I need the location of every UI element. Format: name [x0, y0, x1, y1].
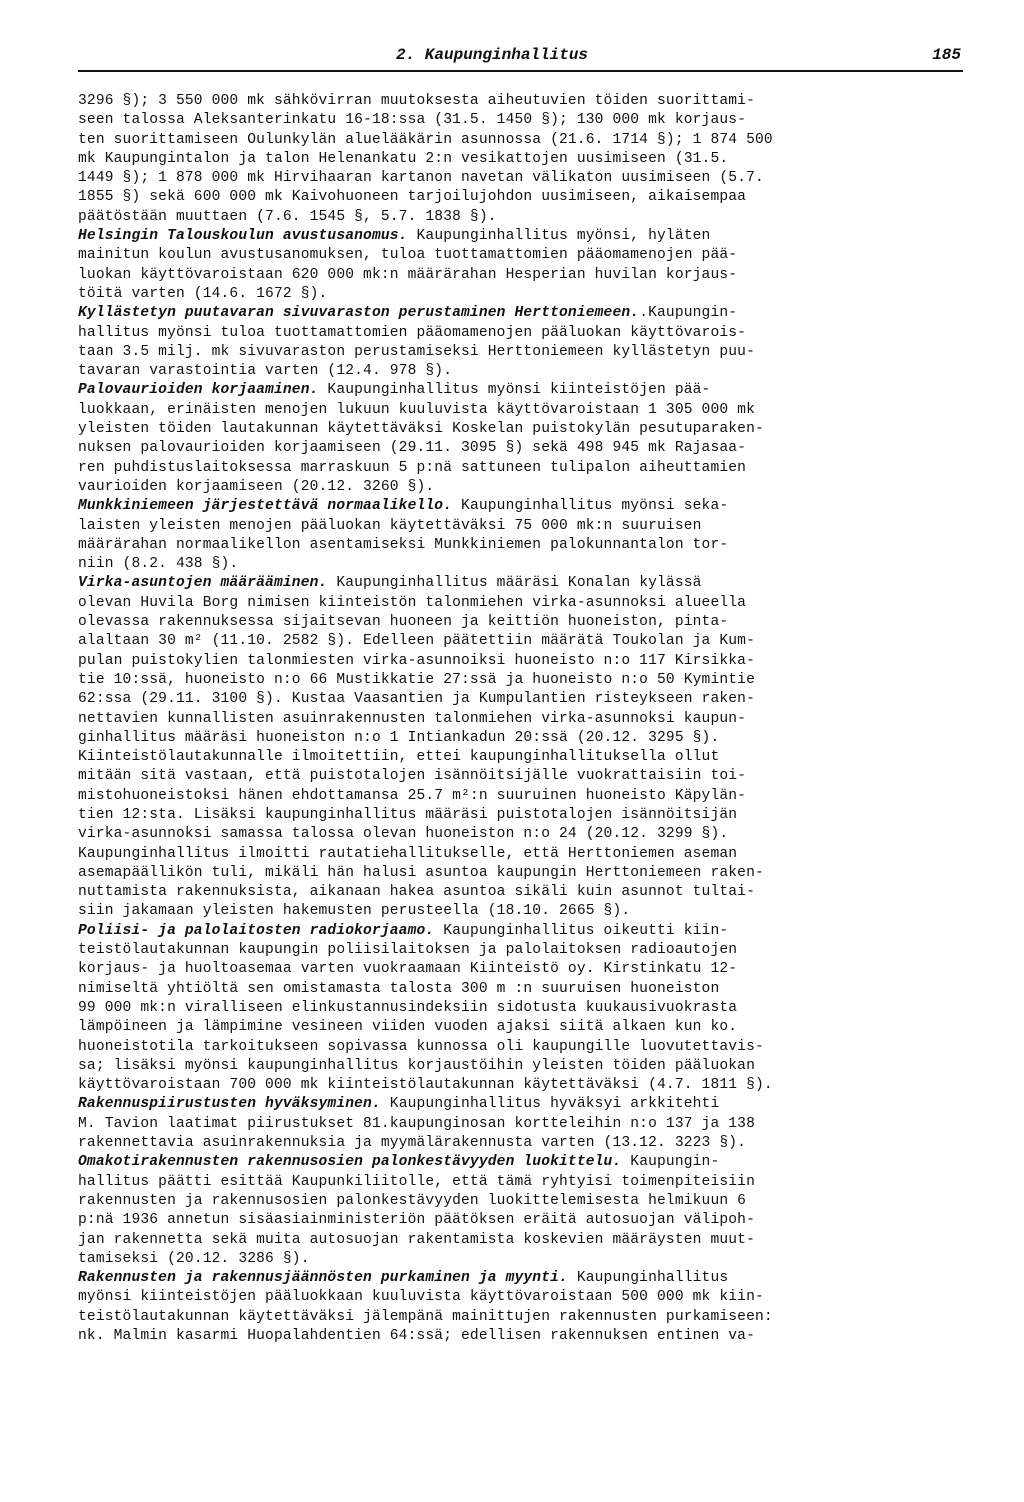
line-text: mk Kaupungintalon ja talon Helenankatu 2:n vesikattojen uusimiseen (31.5.: [78, 150, 729, 167]
line-text: ginhallitus määräsi huoneiston n:o 1 Intiankadun 20:ssä (20.12. 3295 §).: [78, 729, 720, 746]
text-line: [78, 729, 958, 748]
text-line: [78, 517, 958, 536]
line-text: Kaupunginhallitus ilmoitti rautatiehallitukselle, että Herttoniemen aseman: [78, 845, 738, 862]
line-text: Kaupunginhallitus: [567, 1270, 729, 1287]
line-text: käyttövaroistaan 700 000 mk kiinteistölautakunnan käytettäväksi (4.7. 1811 §).: [78, 1077, 773, 1094]
text-line: [78, 536, 958, 555]
line-text: nk. Malmin kasarmi Huopalahdentien 64:ssä; edellisen rakennuksen entinen va-: [78, 1328, 755, 1344]
line-text: luokan käyttövaroistaan 620 000 mk:n määrärahan Hesperian huvilan korjaus-: [78, 266, 738, 283]
line-text: virka-asunnoksi samassa talossa olevan huoneiston n:o 24 (20.12. 3299 §).: [78, 826, 729, 843]
line-text: mistohuoneistoksi hänen ehdottamansa 25.7 m²:n suuruinen huoneisto Käpylän-: [78, 787, 747, 804]
text-line: [78, 632, 958, 651]
text-line: [78, 1192, 958, 1211]
line-text: yleisten töiden lautakunnan käytettäväksi Koskelan puistokylän pesutuparaken-: [78, 421, 764, 438]
line-text: Kaupunginhallitus myönsi seka-: [452, 498, 729, 515]
text-line: [78, 1134, 958, 1153]
line-text: Kaupunginhallitus oikeutti kiin-: [434, 922, 729, 939]
text-line: [78, 1269, 958, 1288]
text-line: [78, 1153, 958, 1172]
text-line: [78, 1038, 958, 1057]
line-text: 1855 §) sekä 600 000 mk Kaivohuoneen tarjoilujohdon uusimiseen, aikaisempaa: [78, 189, 747, 206]
text-line: [78, 1095, 958, 1114]
line-text: p:nä 1936 annetun sisäasiainministeriön päätöksen eräitä autosuojan välipoh-: [78, 1212, 755, 1229]
text-line: [78, 1057, 958, 1076]
text-line: [78, 883, 958, 902]
line-text: nuksen palovaurioiden korjaamiseen (29.11. 3095 §) sekä 498 945 mk Rajasaa-: [78, 440, 747, 457]
text-line: [78, 324, 958, 343]
text-line: [78, 111, 958, 130]
line-text: rakennusten ja rakennusosien palonkestävyyden luokittelemisesta helmikuun 6: [78, 1192, 747, 1209]
text-line: [78, 671, 958, 690]
text-line: [78, 459, 958, 478]
line-text: seen talossa Aleksanterinkatu 16-18:ssa (31.5. 1450 §); 130 000 mk korjaus-: [78, 112, 747, 129]
text-line: [78, 1327, 958, 1346]
section-heading: Virka-asuntojen määrääminen.: [78, 575, 328, 592]
text-line: [78, 980, 958, 999]
text-line: [78, 748, 958, 767]
text-line: [78, 188, 958, 207]
text-line: [78, 439, 958, 458]
line-text: 3296 §); 3 550 000 mk sähkövirran muutoksesta aiheutuvien töiden suorittami-: [78, 93, 755, 109]
text-line: [78, 420, 958, 439]
line-text: asemapäällikön tuli, mikäli hän halusi asuntoa kaupungin Herttoniemeen raken-: [78, 864, 764, 881]
text-line: [78, 1231, 958, 1250]
line-text: nuttamista rakennuksista, aikanaan hakea asuntoa sikäli kuin asunnot tultai-: [78, 884, 755, 901]
text-line: [78, 92, 958, 111]
line-text: tien 12:sta. Lisäksi kaupunginhallitus määräsi puistotalojen isännöitsijän: [78, 806, 738, 823]
line-text: hallitus päätti esittää Kaupunkiliitolle, että tämä ryhtyisi toimenpiteisiin: [78, 1173, 755, 1190]
text-line: [78, 594, 958, 613]
line-text: niin (8.2. 438 §).: [78, 556, 239, 573]
line-text: sa; lisäksi myönsi kaupunginhallitus korjaustöihin yleisten töiden pääluokan: [78, 1057, 755, 1074]
text-line: [78, 343, 958, 362]
line-text: Kaupunginhallitus myönsi, hyläten: [407, 228, 711, 245]
text-line: [78, 555, 958, 574]
text-line: [78, 266, 958, 285]
body-text: [78, 92, 958, 1346]
text-line: [78, 922, 958, 941]
text-line: [78, 304, 958, 323]
line-text: mainitun koulun avustusanomuksen, tuloa tuottamattomien pääomamenojen pää-: [78, 247, 738, 264]
section-heading: Rakennuspiirustusten hyväksyminen.: [78, 1096, 381, 1113]
text-line: [78, 960, 958, 979]
line-text: huoneistotila tarkoitukseen sopivassa kunnossa oli kaupungille luovutettavis-: [78, 1038, 764, 1055]
text-line: [78, 169, 958, 188]
line-text: vaurioiden korjaamiseen (20.12. 3260 §).: [78, 478, 435, 495]
text-line: [78, 1288, 958, 1307]
section-heading: Munkkiniemeen järjestettävä normaalikello.: [78, 498, 453, 515]
text-line: [78, 362, 958, 381]
line-text: teistölautakunnan kaupungin poliisilaitoksen ja palolaitoksen radioautojen: [78, 942, 738, 959]
text-line: [78, 285, 958, 304]
section-heading: Palovaurioiden korjaaminen.: [78, 382, 319, 399]
line-text: korjaus- ja huoltoasemaa varten vuokraamaan Kiinteistö oy. Kirstinkatu 12-: [78, 961, 738, 978]
section-heading: Helsingin Talouskoulun avustusanomus.: [78, 228, 408, 245]
line-text: Kaupunginhallitus myönsi kiinteistöjen pää-: [318, 382, 711, 399]
text-line: [78, 1250, 958, 1269]
text-line: [78, 574, 958, 593]
running-title: 2. Kaupunginhallitus: [396, 46, 589, 64]
line-text: Kaupunginhallitus määräsi Konalan kylässä: [327, 575, 702, 592]
text-line: [78, 902, 958, 921]
text-line: [78, 1018, 958, 1037]
line-text: nimiseltä yhtiöltä sen omistamasta talosta 300 m :n suuruisen huoneiston: [78, 980, 720, 997]
line-text: alaltaan 30 m² (11.10. 2582 §). Edelleen päätettiin määrätä Toukolan ja Kum-: [78, 633, 755, 650]
line-text: luokkaan, erinäisten menojen lukuun kuuluvista käyttövaroistaan 1 305 000 mk: [78, 401, 755, 418]
text-line: [78, 845, 958, 864]
line-text: laisten yleisten menojen pääluokan käytettäväksi 75 000 mk:n suuruisen: [78, 517, 702, 534]
text-line: [78, 825, 958, 844]
line-text: lämpöineen ja lämpimine vesineen viiden vuoden ajaksi siitä alkaen kun ko.: [78, 1019, 738, 1036]
text-line: [78, 690, 958, 709]
section-heading: Kyllästetyn puutavaran sivuvaraston perustaminen Herttoniemeen.: [78, 305, 640, 322]
page-header: [78, 40, 963, 72]
line-text: nettavien kunnallisten asuinrakennusten talonmiehen virka-asunnoksi kaupun-: [78, 710, 747, 727]
line-text: tie 10:ssä, huoneisto n:o 66 Mustikkatie 27:ssä ja huoneisto n:o 50 Kymintie: [78, 671, 755, 688]
text-line: [78, 806, 958, 825]
line-text: tamiseksi (20.12. 3286 §).: [78, 1250, 310, 1267]
line-text: hallitus myönsi tuloa tuottamattomien pääomamenojen pääluokan käyttövarois-: [78, 324, 747, 341]
text-line: [78, 150, 958, 169]
line-text: Kaupungin-: [621, 1154, 720, 1171]
line-text: olevassa rakennuksessa sijaitsevan huoneen ja keittiön huoneiston, pinta-: [78, 614, 729, 631]
text-line: [78, 941, 958, 960]
line-text: 1449 §); 1 878 000 mk Hirvihaaran kartanon navetan välikaton uusimiseen (5.7.: [78, 170, 764, 187]
text-line: [78, 478, 958, 497]
line-text: olevan Huvila Borg nimisen kiinteistön talonmiehen virka-asunnoksi alueella: [78, 594, 747, 611]
text-line: [78, 208, 958, 227]
line-text: 62:ssa (29.11. 3100 §). Kustaa Vaasantien ja Kumpulantien risteykseen raken-: [78, 691, 755, 708]
text-line: [78, 864, 958, 883]
line-text: mitään sitä vastaan, että puistotalojen isännöitsijälle vuokrattaisiin toi-: [78, 768, 747, 785]
text-line: [78, 246, 958, 265]
text-line: [78, 131, 958, 150]
line-text: M. Tavion laatimat piirustukset 81.kaupunginosan kortteleihin n:o 137 ja 138: [78, 1115, 755, 1132]
text-line: [78, 767, 958, 786]
line-text: määrärahan normaalikellon asentamiseksi Munkkiniemen palokunnantalon tor-: [78, 536, 729, 553]
text-line: [78, 227, 958, 246]
line-text: jan rakennetta sekä muita autosuojan rakentamista koskevien määräysten muut-: [78, 1231, 755, 1248]
text-line: [78, 1173, 958, 1192]
text-line: [78, 613, 958, 632]
line-text: Kiinteistölautakunnalle ilmoitettiin, ettei kaupunginhallituksella ollut: [78, 749, 720, 766]
line-text: pulan puistokylien talonmiesten virka-asunnoiksi huoneisto n:o 117 Kirsikka-: [78, 652, 755, 669]
line-text: .Kaupungin-: [639, 305, 738, 322]
line-text: tavaran varastointia varten (12.4. 978 §).: [78, 363, 453, 380]
text-line: [78, 381, 958, 400]
text-line: [78, 497, 958, 516]
text-line: [78, 1115, 958, 1134]
text-line: [78, 1211, 958, 1230]
line-text: ren puhdistuslaitoksessa marraskuun 5 p:nä sattuneen tulipalon aiheuttamien: [78, 459, 747, 476]
text-line: [78, 999, 958, 1018]
section-heading: Omakotirakennusten rakennusosien palonkestävyyden luokittelu.: [78, 1154, 622, 1171]
line-text: myönsi kiinteistöjen pääluokkaan kuuluvista käyttövaroistaan 500 000 mk kiin-: [78, 1289, 764, 1306]
text-line: [78, 1076, 958, 1095]
line-text: rakennettavia asuinrakennuksia ja myymälärakennusta varten (13.12. 3223 §).: [78, 1135, 747, 1152]
line-text: taan 3.5 milj. mk sivuvaraston perustamiseksi Herttoniemeen kyllästetyn puu-: [78, 343, 755, 360]
section-heading: Poliisi- ja palolaitosten radiokorjaamo.: [78, 922, 435, 939]
text-line: [78, 401, 958, 420]
line-text: 99 000 mk:n viralliseen elinkustannusindeksiin sidotusta kuukausivuokrasta: [78, 999, 738, 1016]
text-line: [78, 652, 958, 671]
line-text: siin jakamaan yleisten hakemusten perusteella (18.10. 2665 §).: [78, 903, 631, 920]
line-text: päätöstään muuttaen (7.6. 1545 §, 5.7. 1838 §).: [78, 208, 497, 225]
document-page: [78, 40, 961, 1346]
line-text: Kaupunginhallitus hyväksyi arkkitehti: [380, 1096, 720, 1113]
text-line: [78, 710, 958, 729]
page-number: 185: [932, 46, 961, 64]
line-text: töitä varten (14.6. 1672 §).: [78, 285, 328, 302]
text-line: [78, 787, 958, 806]
text-line: [78, 1308, 958, 1327]
section-heading: Rakennusten ja rakennusjäännösten purkaminen ja myynti.: [78, 1270, 568, 1287]
line-text: teistölautakunnan käytettäväksi jälempänä mainittujen rakennusten purkamiseen:: [78, 1308, 773, 1325]
line-text: ten suorittamiseen Oulunkylän aluelääkärin asunnossa (21.6. 1714 §); 1 874 500: [78, 131, 773, 148]
